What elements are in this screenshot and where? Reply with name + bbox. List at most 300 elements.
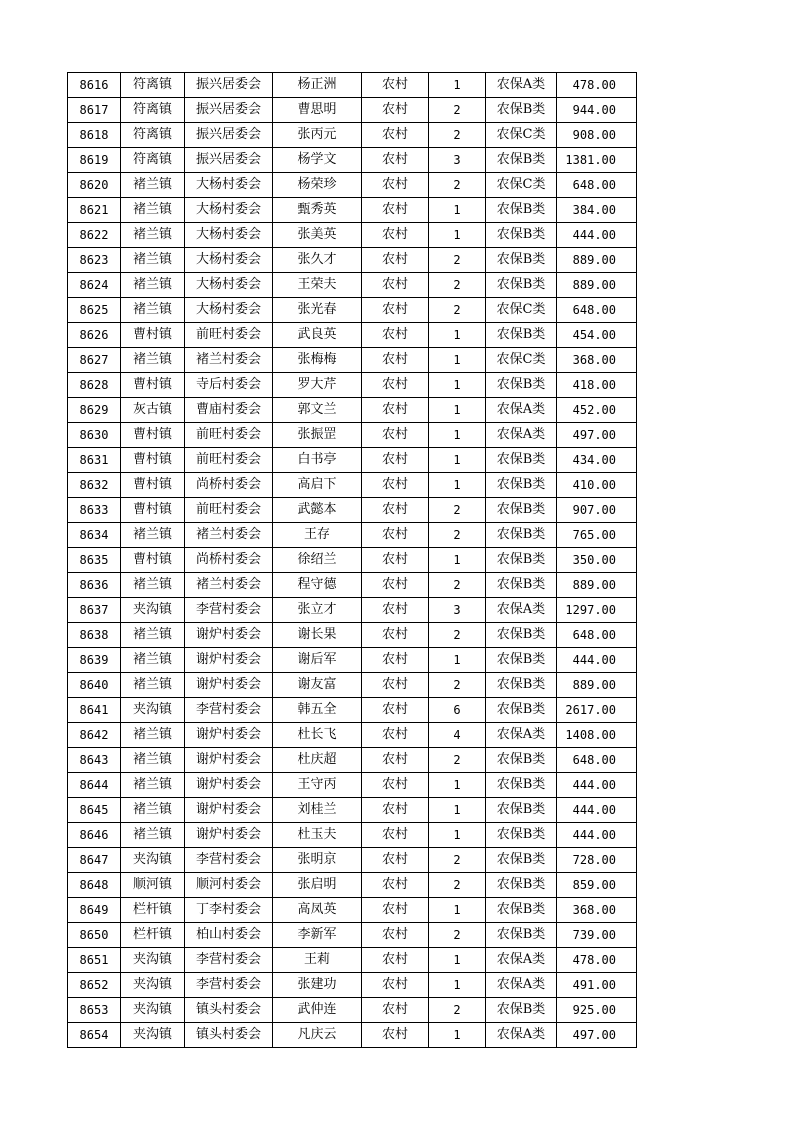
town-cell: 褚兰镇 bbox=[121, 823, 185, 848]
row-number-cell: 8634 bbox=[68, 523, 121, 548]
table-row bbox=[68, 823, 637, 848]
area-type-cell: 农村 bbox=[362, 873, 429, 898]
town-cell: 褚兰镇 bbox=[121, 348, 185, 373]
household-size-cell: 2 bbox=[429, 173, 486, 198]
town-cell: 曹村镇 bbox=[121, 498, 185, 523]
area-type-cell: 农村 bbox=[362, 498, 429, 523]
insurance-category-cell: 农保A类 bbox=[486, 598, 557, 623]
household-size-cell: 1 bbox=[429, 898, 486, 923]
insurance-category-cell: 农保A类 bbox=[486, 1023, 557, 1048]
name-cell: 武懿本 bbox=[273, 498, 362, 523]
amount-cell: 1297.00 bbox=[557, 598, 637, 623]
town-cell: 夹沟镇 bbox=[121, 948, 185, 973]
household-size-cell: 2 bbox=[429, 498, 486, 523]
household-size-cell: 1 bbox=[429, 648, 486, 673]
name-cell: 甄秀英 bbox=[273, 198, 362, 223]
area-type-cell: 农村 bbox=[362, 998, 429, 1023]
amount-cell: 497.00 bbox=[557, 1023, 637, 1048]
row-number-cell: 8636 bbox=[68, 573, 121, 598]
table-row bbox=[68, 498, 637, 523]
insurance-category-cell: 农保B类 bbox=[486, 773, 557, 798]
town-cell: 褚兰镇 bbox=[121, 173, 185, 198]
amount-cell: 889.00 bbox=[557, 673, 637, 698]
row-number-cell: 8629 bbox=[68, 398, 121, 423]
insurance-category-cell: 农保B类 bbox=[486, 548, 557, 573]
table-row bbox=[68, 623, 637, 648]
household-size-cell: 2 bbox=[429, 748, 486, 773]
insurance-category-cell: 农保B类 bbox=[486, 98, 557, 123]
household-size-cell: 1 bbox=[429, 973, 486, 998]
area-type-cell: 农村 bbox=[362, 923, 429, 948]
amount-cell: 1408.00 bbox=[557, 723, 637, 748]
household-size-cell: 1 bbox=[429, 773, 486, 798]
town-cell: 曹村镇 bbox=[121, 473, 185, 498]
row-number-cell: 8630 bbox=[68, 423, 121, 448]
village-committee-cell: 寺后村委会 bbox=[185, 373, 273, 398]
area-type-cell: 农村 bbox=[362, 1023, 429, 1048]
household-size-cell: 2 bbox=[429, 848, 486, 873]
village-committee-cell: 李营村委会 bbox=[185, 698, 273, 723]
row-number-cell: 8631 bbox=[68, 448, 121, 473]
town-cell: 褚兰镇 bbox=[121, 723, 185, 748]
household-size-cell: 4 bbox=[429, 723, 486, 748]
name-cell: 杨学文 bbox=[273, 148, 362, 173]
insurance-category-cell: 农保B类 bbox=[486, 573, 557, 598]
town-cell: 褚兰镇 bbox=[121, 223, 185, 248]
table-row bbox=[68, 848, 637, 873]
town-cell: 夹沟镇 bbox=[121, 1023, 185, 1048]
household-size-cell: 2 bbox=[429, 923, 486, 948]
area-type-cell: 农村 bbox=[362, 373, 429, 398]
table-row bbox=[68, 398, 637, 423]
amount-cell: 648.00 bbox=[557, 173, 637, 198]
town-cell: 符离镇 bbox=[121, 73, 185, 98]
village-committee-cell: 大杨村委会 bbox=[185, 248, 273, 273]
name-cell: 王莉 bbox=[273, 948, 362, 973]
records-table bbox=[67, 72, 637, 1048]
household-size-cell: 2 bbox=[429, 873, 486, 898]
area-type-cell: 农村 bbox=[362, 323, 429, 348]
row-number-cell: 8643 bbox=[68, 748, 121, 773]
village-committee-cell: 柏山村委会 bbox=[185, 923, 273, 948]
amount-cell: 889.00 bbox=[557, 248, 637, 273]
amount-cell: 859.00 bbox=[557, 873, 637, 898]
name-cell: 谢后军 bbox=[273, 648, 362, 673]
row-number-cell: 8637 bbox=[68, 598, 121, 623]
village-committee-cell: 前旺村委会 bbox=[185, 448, 273, 473]
insurance-category-cell: 农保B类 bbox=[486, 148, 557, 173]
village-committee-cell: 振兴居委会 bbox=[185, 123, 273, 148]
insurance-category-cell: 农保B类 bbox=[486, 998, 557, 1023]
household-size-cell: 1 bbox=[429, 348, 486, 373]
name-cell: 刘桂兰 bbox=[273, 798, 362, 823]
table-row bbox=[68, 73, 637, 98]
amount-cell: 434.00 bbox=[557, 448, 637, 473]
insurance-category-cell: 农保B类 bbox=[486, 523, 557, 548]
town-cell: 栏杆镇 bbox=[121, 898, 185, 923]
town-cell: 符离镇 bbox=[121, 123, 185, 148]
area-type-cell: 农村 bbox=[362, 648, 429, 673]
name-cell: 郭文兰 bbox=[273, 398, 362, 423]
town-cell: 夹沟镇 bbox=[121, 848, 185, 873]
town-cell: 曹村镇 bbox=[121, 323, 185, 348]
insurance-category-cell: 农保B类 bbox=[486, 923, 557, 948]
town-cell: 褚兰镇 bbox=[121, 748, 185, 773]
village-committee-cell: 前旺村委会 bbox=[185, 498, 273, 523]
village-committee-cell: 大杨村委会 bbox=[185, 298, 273, 323]
table-row bbox=[68, 898, 637, 923]
town-cell: 褚兰镇 bbox=[121, 648, 185, 673]
household-size-cell: 1 bbox=[429, 198, 486, 223]
name-cell: 王荣夫 bbox=[273, 273, 362, 298]
table-row bbox=[68, 273, 637, 298]
amount-cell: 452.00 bbox=[557, 398, 637, 423]
row-number-cell: 8623 bbox=[68, 248, 121, 273]
amount-cell: 410.00 bbox=[557, 473, 637, 498]
row-number-cell: 8620 bbox=[68, 173, 121, 198]
amount-cell: 444.00 bbox=[557, 223, 637, 248]
insurance-category-cell: 农保A类 bbox=[486, 973, 557, 998]
household-size-cell: 1 bbox=[429, 398, 486, 423]
village-committee-cell: 曹庙村委会 bbox=[185, 398, 273, 423]
amount-cell: 889.00 bbox=[557, 573, 637, 598]
area-type-cell: 农村 bbox=[362, 598, 429, 623]
household-size-cell: 1 bbox=[429, 948, 486, 973]
row-number-cell: 8628 bbox=[68, 373, 121, 398]
table-row bbox=[68, 423, 637, 448]
insurance-category-cell: 农保B类 bbox=[486, 898, 557, 923]
town-cell: 褚兰镇 bbox=[121, 198, 185, 223]
town-cell: 褚兰镇 bbox=[121, 773, 185, 798]
area-type-cell: 农村 bbox=[362, 273, 429, 298]
table-row bbox=[68, 323, 637, 348]
row-number-cell: 8618 bbox=[68, 123, 121, 148]
insurance-category-cell: 农保B类 bbox=[486, 798, 557, 823]
village-committee-cell: 褚兰村委会 bbox=[185, 573, 273, 598]
amount-cell: 1381.00 bbox=[557, 148, 637, 173]
amount-cell: 648.00 bbox=[557, 298, 637, 323]
table-row bbox=[68, 598, 637, 623]
area-type-cell: 农村 bbox=[362, 123, 429, 148]
insurance-category-cell: 农保C类 bbox=[486, 298, 557, 323]
household-size-cell: 3 bbox=[429, 148, 486, 173]
town-cell: 夹沟镇 bbox=[121, 598, 185, 623]
village-committee-cell: 谢炉村委会 bbox=[185, 823, 273, 848]
town-cell: 褚兰镇 bbox=[121, 523, 185, 548]
table-row bbox=[68, 998, 637, 1023]
household-size-cell: 1 bbox=[429, 798, 486, 823]
area-type-cell: 农村 bbox=[362, 948, 429, 973]
village-committee-cell: 谢炉村委会 bbox=[185, 648, 273, 673]
area-type-cell: 农村 bbox=[362, 698, 429, 723]
name-cell: 王守丙 bbox=[273, 773, 362, 798]
village-committee-cell: 李营村委会 bbox=[185, 973, 273, 998]
insurance-category-cell: 农保B类 bbox=[486, 373, 557, 398]
insurance-category-cell: 农保B类 bbox=[486, 673, 557, 698]
village-committee-cell: 镇头村委会 bbox=[185, 998, 273, 1023]
village-committee-cell: 前旺村委会 bbox=[185, 423, 273, 448]
name-cell: 白书亭 bbox=[273, 448, 362, 473]
table-row bbox=[68, 748, 637, 773]
insurance-category-cell: 农保B类 bbox=[486, 648, 557, 673]
village-committee-cell: 镇头村委会 bbox=[185, 1023, 273, 1048]
insurance-category-cell: 农保C类 bbox=[486, 173, 557, 198]
amount-cell: 907.00 bbox=[557, 498, 637, 523]
village-committee-cell: 大杨村委会 bbox=[185, 198, 273, 223]
area-type-cell: 农村 bbox=[362, 223, 429, 248]
amount-cell: 368.00 bbox=[557, 348, 637, 373]
area-type-cell: 农村 bbox=[362, 673, 429, 698]
row-number-cell: 8635 bbox=[68, 548, 121, 573]
household-size-cell: 2 bbox=[429, 248, 486, 273]
household-size-cell: 2 bbox=[429, 523, 486, 548]
village-committee-cell: 李营村委会 bbox=[185, 948, 273, 973]
amount-cell: 765.00 bbox=[557, 523, 637, 548]
amount-cell: 444.00 bbox=[557, 773, 637, 798]
row-number-cell: 8648 bbox=[68, 873, 121, 898]
area-type-cell: 农村 bbox=[362, 798, 429, 823]
name-cell: 曹思明 bbox=[273, 98, 362, 123]
area-type-cell: 农村 bbox=[362, 973, 429, 998]
town-cell: 褚兰镇 bbox=[121, 623, 185, 648]
town-cell: 栏杆镇 bbox=[121, 923, 185, 948]
village-committee-cell: 尚桥村委会 bbox=[185, 548, 273, 573]
table-row bbox=[68, 673, 637, 698]
area-type-cell: 农村 bbox=[362, 473, 429, 498]
town-cell: 褚兰镇 bbox=[121, 298, 185, 323]
name-cell: 张振罡 bbox=[273, 423, 362, 448]
household-size-cell: 1 bbox=[429, 448, 486, 473]
name-cell: 杨正洲 bbox=[273, 73, 362, 98]
insurance-category-cell: 农保B类 bbox=[486, 873, 557, 898]
amount-cell: 889.00 bbox=[557, 273, 637, 298]
table-row bbox=[68, 473, 637, 498]
row-number-cell: 8646 bbox=[68, 823, 121, 848]
town-cell: 符离镇 bbox=[121, 148, 185, 173]
name-cell: 武仲连 bbox=[273, 998, 362, 1023]
town-cell: 曹村镇 bbox=[121, 373, 185, 398]
table-row bbox=[68, 198, 637, 223]
table-row bbox=[68, 548, 637, 573]
name-cell: 王存 bbox=[273, 523, 362, 548]
row-number-cell: 8647 bbox=[68, 848, 121, 873]
town-cell: 褚兰镇 bbox=[121, 798, 185, 823]
amount-cell: 497.00 bbox=[557, 423, 637, 448]
row-number-cell: 8642 bbox=[68, 723, 121, 748]
amount-cell: 648.00 bbox=[557, 623, 637, 648]
name-cell: 高凤英 bbox=[273, 898, 362, 923]
row-number-cell: 8632 bbox=[68, 473, 121, 498]
area-type-cell: 农村 bbox=[362, 98, 429, 123]
table-body bbox=[68, 73, 637, 1048]
table-row bbox=[68, 123, 637, 148]
name-cell: 张美英 bbox=[273, 223, 362, 248]
village-committee-cell: 前旺村委会 bbox=[185, 323, 273, 348]
insurance-category-cell: 农保A类 bbox=[486, 73, 557, 98]
household-size-cell: 1 bbox=[429, 373, 486, 398]
row-number-cell: 8640 bbox=[68, 673, 121, 698]
area-type-cell: 农村 bbox=[362, 248, 429, 273]
amount-cell: 648.00 bbox=[557, 748, 637, 773]
area-type-cell: 农村 bbox=[362, 198, 429, 223]
table-row bbox=[68, 348, 637, 373]
name-cell: 杜长飞 bbox=[273, 723, 362, 748]
amount-cell: 944.00 bbox=[557, 98, 637, 123]
row-number-cell: 8624 bbox=[68, 273, 121, 298]
name-cell: 李新军 bbox=[273, 923, 362, 948]
household-size-cell: 6 bbox=[429, 698, 486, 723]
insurance-category-cell: 农保B类 bbox=[486, 248, 557, 273]
insurance-category-cell: 农保A类 bbox=[486, 948, 557, 973]
insurance-category-cell: 农保B类 bbox=[486, 198, 557, 223]
area-type-cell: 农村 bbox=[362, 623, 429, 648]
name-cell: 罗大芹 bbox=[273, 373, 362, 398]
name-cell: 徐绍兰 bbox=[273, 548, 362, 573]
village-committee-cell: 谢炉村委会 bbox=[185, 723, 273, 748]
area-type-cell: 农村 bbox=[362, 748, 429, 773]
village-committee-cell: 谢炉村委会 bbox=[185, 748, 273, 773]
name-cell: 程守德 bbox=[273, 573, 362, 598]
insurance-category-cell: 农保A类 bbox=[486, 398, 557, 423]
name-cell: 谢长果 bbox=[273, 623, 362, 648]
household-size-cell: 2 bbox=[429, 123, 486, 148]
town-cell: 曹村镇 bbox=[121, 448, 185, 473]
amount-cell: 739.00 bbox=[557, 923, 637, 948]
town-cell: 顺河镇 bbox=[121, 873, 185, 898]
amount-cell: 478.00 bbox=[557, 73, 637, 98]
town-cell: 褚兰镇 bbox=[121, 248, 185, 273]
town-cell: 曹村镇 bbox=[121, 548, 185, 573]
insurance-category-cell: 农保B类 bbox=[486, 473, 557, 498]
row-number-cell: 8650 bbox=[68, 923, 121, 948]
amount-cell: 368.00 bbox=[557, 898, 637, 923]
amount-cell: 491.00 bbox=[557, 973, 637, 998]
table-row bbox=[68, 223, 637, 248]
household-size-cell: 2 bbox=[429, 573, 486, 598]
household-size-cell: 2 bbox=[429, 623, 486, 648]
name-cell: 武良英 bbox=[273, 323, 362, 348]
name-cell: 张明京 bbox=[273, 848, 362, 873]
insurance-category-cell: 农保B类 bbox=[486, 498, 557, 523]
insurance-category-cell: 农保A类 bbox=[486, 723, 557, 748]
row-number-cell: 8649 bbox=[68, 898, 121, 923]
row-number-cell: 8625 bbox=[68, 298, 121, 323]
table-row bbox=[68, 773, 637, 798]
village-committee-cell: 大杨村委会 bbox=[185, 223, 273, 248]
town-cell: 夹沟镇 bbox=[121, 973, 185, 998]
town-cell: 褚兰镇 bbox=[121, 673, 185, 698]
town-cell: 灰古镇 bbox=[121, 398, 185, 423]
table-row bbox=[68, 723, 637, 748]
row-number-cell: 8639 bbox=[68, 648, 121, 673]
amount-cell: 925.00 bbox=[557, 998, 637, 1023]
household-size-cell: 1 bbox=[429, 548, 486, 573]
row-number-cell: 8617 bbox=[68, 98, 121, 123]
village-committee-cell: 大杨村委会 bbox=[185, 273, 273, 298]
amount-cell: 908.00 bbox=[557, 123, 637, 148]
name-cell: 杜玉夫 bbox=[273, 823, 362, 848]
household-size-cell: 1 bbox=[429, 73, 486, 98]
village-committee-cell: 顺河村委会 bbox=[185, 873, 273, 898]
insurance-category-cell: 农保C类 bbox=[486, 123, 557, 148]
area-type-cell: 农村 bbox=[362, 448, 429, 473]
row-number-cell: 8626 bbox=[68, 323, 121, 348]
insurance-category-cell: 农保A类 bbox=[486, 423, 557, 448]
village-committee-cell: 李营村委会 bbox=[185, 598, 273, 623]
insurance-category-cell: 农保B类 bbox=[486, 848, 557, 873]
town-cell: 夹沟镇 bbox=[121, 998, 185, 1023]
village-committee-cell: 丁李村委会 bbox=[185, 898, 273, 923]
row-number-cell: 8619 bbox=[68, 148, 121, 173]
table-row bbox=[68, 1023, 637, 1048]
table-row bbox=[68, 448, 637, 473]
table-row bbox=[68, 248, 637, 273]
household-size-cell: 2 bbox=[429, 273, 486, 298]
household-size-cell: 1 bbox=[429, 223, 486, 248]
village-committee-cell: 谢炉村委会 bbox=[185, 773, 273, 798]
table-row bbox=[68, 148, 637, 173]
table-row bbox=[68, 573, 637, 598]
area-type-cell: 农村 bbox=[362, 548, 429, 573]
area-type-cell: 农村 bbox=[362, 523, 429, 548]
amount-cell: 350.00 bbox=[557, 548, 637, 573]
table-row bbox=[68, 298, 637, 323]
row-number-cell: 8638 bbox=[68, 623, 121, 648]
row-number-cell: 8621 bbox=[68, 198, 121, 223]
household-size-cell: 2 bbox=[429, 298, 486, 323]
row-number-cell: 8654 bbox=[68, 1023, 121, 1048]
name-cell: 张光春 bbox=[273, 298, 362, 323]
town-cell: 曹村镇 bbox=[121, 423, 185, 448]
table-row bbox=[68, 523, 637, 548]
insurance-category-cell: 农保B类 bbox=[486, 448, 557, 473]
town-cell: 褚兰镇 bbox=[121, 273, 185, 298]
row-number-cell: 8653 bbox=[68, 998, 121, 1023]
name-cell: 张久才 bbox=[273, 248, 362, 273]
insurance-category-cell: 农保C类 bbox=[486, 348, 557, 373]
name-cell: 张建功 bbox=[273, 973, 362, 998]
row-number-cell: 8633 bbox=[68, 498, 121, 523]
village-committee-cell: 李营村委会 bbox=[185, 848, 273, 873]
village-committee-cell: 谢炉村委会 bbox=[185, 623, 273, 648]
table-row bbox=[68, 648, 637, 673]
village-committee-cell: 振兴居委会 bbox=[185, 98, 273, 123]
household-size-cell: 1 bbox=[429, 473, 486, 498]
amount-cell: 444.00 bbox=[557, 648, 637, 673]
table-row bbox=[68, 98, 637, 123]
household-size-cell: 2 bbox=[429, 98, 486, 123]
area-type-cell: 农村 bbox=[362, 398, 429, 423]
village-committee-cell: 尚桥村委会 bbox=[185, 473, 273, 498]
amount-cell: 444.00 bbox=[557, 823, 637, 848]
household-size-cell: 1 bbox=[429, 823, 486, 848]
area-type-cell: 农村 bbox=[362, 773, 429, 798]
row-number-cell: 8651 bbox=[68, 948, 121, 973]
household-size-cell: 2 bbox=[429, 998, 486, 1023]
household-size-cell: 3 bbox=[429, 598, 486, 623]
name-cell: 杜庆超 bbox=[273, 748, 362, 773]
row-number-cell: 8616 bbox=[68, 73, 121, 98]
name-cell: 张启明 bbox=[273, 873, 362, 898]
insurance-category-cell: 农保B类 bbox=[486, 698, 557, 723]
table-row bbox=[68, 798, 637, 823]
insurance-category-cell: 农保B类 bbox=[486, 223, 557, 248]
area-type-cell: 农村 bbox=[362, 298, 429, 323]
name-cell: 韩五全 bbox=[273, 698, 362, 723]
amount-cell: 454.00 bbox=[557, 323, 637, 348]
name-cell: 张梅梅 bbox=[273, 348, 362, 373]
name-cell: 高启下 bbox=[273, 473, 362, 498]
